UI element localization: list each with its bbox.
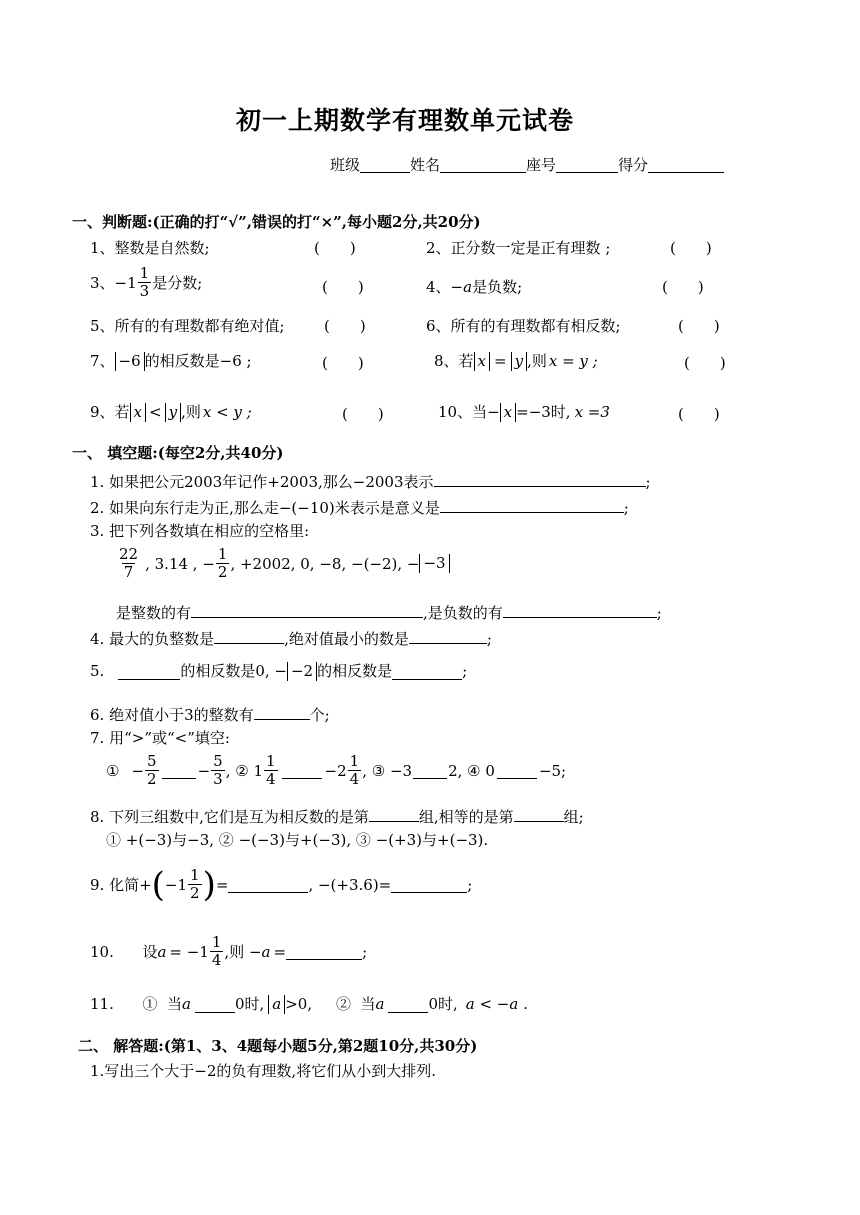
score-label: 得分	[618, 156, 649, 174]
fill-q10: 10. 设 a = −1 $\frac{1}{4}$ ,则 − a = ;	[90, 933, 368, 970]
fill-q8-options: ① +(−3)与−3, ② −(−3)与+(−3), ③ −(+3)与+(−3).	[106, 831, 489, 849]
denominator: 3	[213, 770, 223, 789]
fraction	[117, 546, 140, 582]
compare-4-right: −5;	[538, 761, 567, 780]
compare-2-right: −2	[324, 761, 347, 780]
denominator: 4	[266, 770, 276, 789]
absolute-value-y	[511, 352, 527, 371]
integers-blank[interactable]	[191, 601, 423, 618]
fill-q11-text-b: 0时,	[234, 995, 265, 1014]
number-list-part: , 3.14 , −	[145, 554, 215, 573]
tf-q7	[90, 352, 252, 371]
variable-x: x	[503, 403, 513, 421]
variable-a: a	[182, 995, 191, 1014]
tf-q7-prefix: 7、	[90, 352, 115, 371]
compare-3-prefix: , ③ −3	[362, 761, 413, 780]
tf-q9-conclusion: x < y ;	[202, 403, 252, 422]
number-list-part: , +2002, 0, −8, −(−2), −	[230, 554, 420, 573]
fill-q10-eq: = −1	[169, 942, 209, 961]
numerator: 1	[190, 866, 200, 884]
fraction	[211, 753, 225, 789]
fraction	[210, 934, 224, 970]
fill-q8-blank-1[interactable]	[369, 805, 419, 822]
fill-q8-blank-2[interactable]	[514, 805, 564, 822]
fill-q6-text-b: 个;	[309, 705, 330, 724]
tf-q4-prefix: 4、−	[426, 278, 464, 296]
denominator: 4	[349, 770, 360, 789]
name-label: 姓名	[410, 156, 441, 174]
tf-q1: 1、整数是自然数;	[90, 239, 210, 257]
tf-q9-then: ,则	[181, 403, 201, 422]
variable-x: x	[477, 352, 487, 370]
tf-q7-answer[interactable]: ( )	[322, 354, 364, 372]
tf-q8-prefix: 8、若	[434, 352, 474, 371]
absolute-value-x	[474, 352, 490, 371]
absolute-value-a	[268, 995, 285, 1014]
section-fill-blank-heading: 一、 填空题:(每空2分,共40分)	[72, 444, 284, 462]
fill-q7: 7. 用“>”或“<”填空:	[90, 729, 230, 747]
fill-q11-blank-2[interactable]	[388, 996, 428, 1013]
tf-q10-conclusion: x =3	[574, 403, 610, 422]
absolute-value-x	[500, 403, 516, 422]
fill-q11-conclusion: a < −a .	[465, 995, 528, 1014]
fill-q6-blank[interactable]	[254, 703, 310, 720]
compare-blank-2[interactable]	[282, 762, 322, 779]
tf-q9-answer[interactable]: ( )	[342, 405, 384, 423]
tf-q3-prefix: 3、−1	[90, 273, 137, 292]
denominator: 2	[147, 770, 157, 789]
fill-q5: 5. 的相反数是0, − −2 的相反数是 ;	[90, 662, 468, 681]
absolute-value: −3	[419, 554, 449, 573]
tf-q10-prefix: 10、当−	[438, 403, 500, 422]
fill-q4-text-b: ,绝对值最小的数是	[284, 629, 409, 648]
tf-q10-answer[interactable]: ( )	[678, 405, 720, 423]
section-true-false-heading: 一、判断题:(正确的打“√”,错误的打“×”,每小题2分,共20分)	[72, 213, 481, 231]
fill-q11	[90, 995, 528, 1014]
tf-q2-answer[interactable]: ( )	[670, 239, 712, 257]
fill-q11-text-c: >0, ② 当	[285, 995, 376, 1014]
less-than-sign: <	[149, 403, 162, 422]
denominator: 2	[217, 563, 228, 582]
fill-q5-blank-1[interactable]	[118, 663, 180, 680]
variable-a: a	[261, 942, 271, 961]
fraction	[145, 753, 159, 789]
seat-label: 座号	[526, 156, 557, 174]
fraction	[264, 753, 278, 789]
tf-q8-answer[interactable]: ( )	[684, 354, 726, 372]
answer-q1: 1.写出三个大于−2的负有理数,将它们从小到大排列.	[90, 1062, 436, 1080]
equals-sign: =	[494, 352, 507, 371]
fill-q9-text-c: , −(+3.6)=	[308, 875, 392, 894]
tf-q5: 5、所有的有理数都有绝对值;	[90, 317, 285, 335]
fill-q5-text-b: 的相反数是0, −	[180, 662, 287, 681]
variable-a: a	[157, 942, 167, 961]
fraction	[216, 546, 230, 582]
fill-q8-text-a: 8. 下列三组数中,它们是互为相反数的是第	[90, 807, 369, 826]
fill-q1-blank[interactable]	[434, 470, 646, 487]
fill-q4-blank-1[interactable]	[214, 627, 284, 644]
fill-q11-text-d: 0时,	[428, 995, 458, 1014]
numerator: 1	[266, 752, 276, 770]
fill-q9-inner: −1	[164, 875, 188, 894]
fill-q11-text-a: 11. ① 当	[90, 995, 182, 1014]
compare-blank-1[interactable]	[162, 762, 196, 779]
negatives-label: ,是负数的有	[423, 603, 503, 622]
equals-sign: =	[273, 942, 287, 961]
fill-q6	[90, 703, 330, 724]
fraction	[138, 265, 152, 301]
variable-y: y	[514, 352, 524, 370]
tf-q8-conclusion: x = y ;	[548, 352, 598, 371]
fill-q8	[90, 805, 584, 826]
tf-q9-prefix: 9、若	[90, 403, 130, 422]
numerator: 5	[213, 752, 223, 770]
variable-a: a	[463, 278, 473, 296]
score-blank[interactable]	[648, 157, 724, 174]
section-answer-heading: 二、 解答题:(第1、3、4题每小题5分,第2题10分,共30分)	[78, 1037, 478, 1055]
tf-q6: 6、所有的有理数都有相反数;	[426, 317, 621, 335]
tf-q6-answer[interactable]: ( )	[678, 317, 720, 335]
fill-q5-blank-2[interactable]	[392, 663, 462, 680]
tf-q2: 2、正分数一定是正有理数 ;	[426, 239, 611, 257]
variable-a: a	[272, 995, 282, 1013]
compare-4-prefix: 2, ④ 0	[448, 761, 495, 780]
fill-q5-text-c: 的相反数是	[317, 662, 393, 681]
numerator: 1	[211, 933, 222, 951]
tf-q1-answer[interactable]: ( )	[314, 239, 356, 257]
absolute-value-y	[165, 403, 181, 422]
name-blank[interactable]	[440, 157, 526, 174]
tf-q3-answer[interactable]: ( )	[322, 278, 364, 296]
absolute-value: −6	[115, 352, 145, 371]
denominator: 4	[211, 951, 222, 970]
class-blank[interactable]	[360, 157, 410, 174]
tf-q3-suffix: 是分数;	[152, 273, 203, 292]
numerator: 1	[217, 545, 228, 563]
compare-2-prefix: , ② 1	[225, 761, 263, 780]
fill-q2: 2. 如果向东行走为正,那么走−(−10)米表示是意义是 ;	[90, 496, 629, 517]
fill-q9-text-a: 9. 化简+	[90, 875, 152, 894]
variable-y: y	[168, 403, 178, 421]
tf-q4-answer[interactable]: ( )	[662, 278, 704, 296]
fill-q4: 4. 最大的负整数是 ,绝对值最小的数是 ;	[90, 627, 492, 648]
fill-q1: 1. 如果把公元2003年记作+2003,那么−2003表示 ;	[90, 470, 651, 491]
tf-q8	[434, 352, 598, 371]
fill-q1-text: 1. 如果把公元2003年记作+2003,那么−2003表示	[90, 472, 434, 491]
tf-q5-answer[interactable]: ( )	[324, 317, 366, 335]
fill-q4-blank-2[interactable]	[409, 627, 487, 644]
numerator: 1	[139, 264, 150, 282]
fill-q9-blank-1[interactable]	[228, 876, 308, 893]
fill-q8-text-c: 组;	[563, 807, 584, 826]
fill-q10-text-a: 10. 设	[90, 942, 158, 961]
fill-q6-text-a: 6. 绝对值小于3的整数有	[90, 705, 254, 724]
fill-q4-text-a: 4. 最大的负整数是	[90, 629, 215, 648]
numerator: 22	[119, 545, 139, 563]
fill-q11-blank-1[interactable]	[195, 996, 235, 1013]
fill-q3-answer-line: 是整数的有 ,是负数的有 ;	[116, 601, 662, 622]
circled-1: ①	[106, 761, 120, 780]
tf-q9	[90, 403, 252, 422]
variable-x: x	[133, 403, 143, 421]
fill-q8-text-b: 组,相等的是第	[418, 807, 514, 826]
fill-q9-blank-2[interactable]	[391, 876, 467, 893]
tf-q10	[438, 403, 610, 422]
numerator: 5	[147, 752, 157, 770]
fill-q3-numbers	[116, 546, 450, 582]
fill-q3: 3. 把下列各数填在相应的空格里:	[90, 522, 310, 540]
fill-q10-blank[interactable]	[286, 943, 362, 960]
tf-q3	[90, 265, 202, 301]
page-title: 初一上期数学有理数单元试卷	[236, 106, 575, 135]
tf-q4-suffix: 是负数;	[472, 278, 523, 296]
student-info-line	[330, 156, 724, 174]
denominator: 3	[139, 282, 150, 301]
negatives-blank[interactable]	[503, 601, 657, 618]
denominator: 2	[190, 884, 200, 903]
tf-q10-mid: =−3时,	[516, 403, 571, 422]
fill-q10-text-b: ,则 −	[224, 942, 262, 961]
fill-q2-blank[interactable]	[440, 496, 624, 513]
seat-blank[interactable]	[556, 157, 618, 174]
tf-q7-suffix: 的相反数是−6 ;	[144, 352, 252, 371]
compare-blank-3[interactable]	[413, 762, 447, 779]
fill-q5-number: 5.	[90, 662, 105, 681]
fraction	[188, 867, 202, 903]
tf-q8-then: ,则	[527, 352, 547, 371]
integers-label: 是整数的有	[116, 603, 192, 622]
absolute-value: −2	[287, 662, 317, 681]
tf-q4	[426, 278, 522, 296]
fill-q7-comparisons: ① − $\frac{5}{2}$ − $\frac{5}{3}$ , ② 1 $\frac{1}{4}$ −2 $\frac{1}{4}$ , ③ −3 2, ④ 0 −5;	[106, 752, 567, 789]
class-label: 班级	[330, 156, 361, 174]
fill-q9: 9. 化简+ ( −1 $\frac{1}{2}$ ) = , −(+3.6)= ;	[90, 864, 473, 905]
variable-a: a	[375, 995, 385, 1014]
numerator: 1	[349, 752, 360, 770]
fill-q2-text: 2. 如果向东行走为正,那么走−(−10)米表示是意义是	[90, 498, 440, 517]
equals-sign: =	[215, 875, 229, 894]
absolute-value-x	[130, 403, 146, 422]
compare-blank-4[interactable]	[497, 762, 537, 779]
fraction	[348, 753, 362, 789]
denominator: 7	[123, 563, 134, 582]
